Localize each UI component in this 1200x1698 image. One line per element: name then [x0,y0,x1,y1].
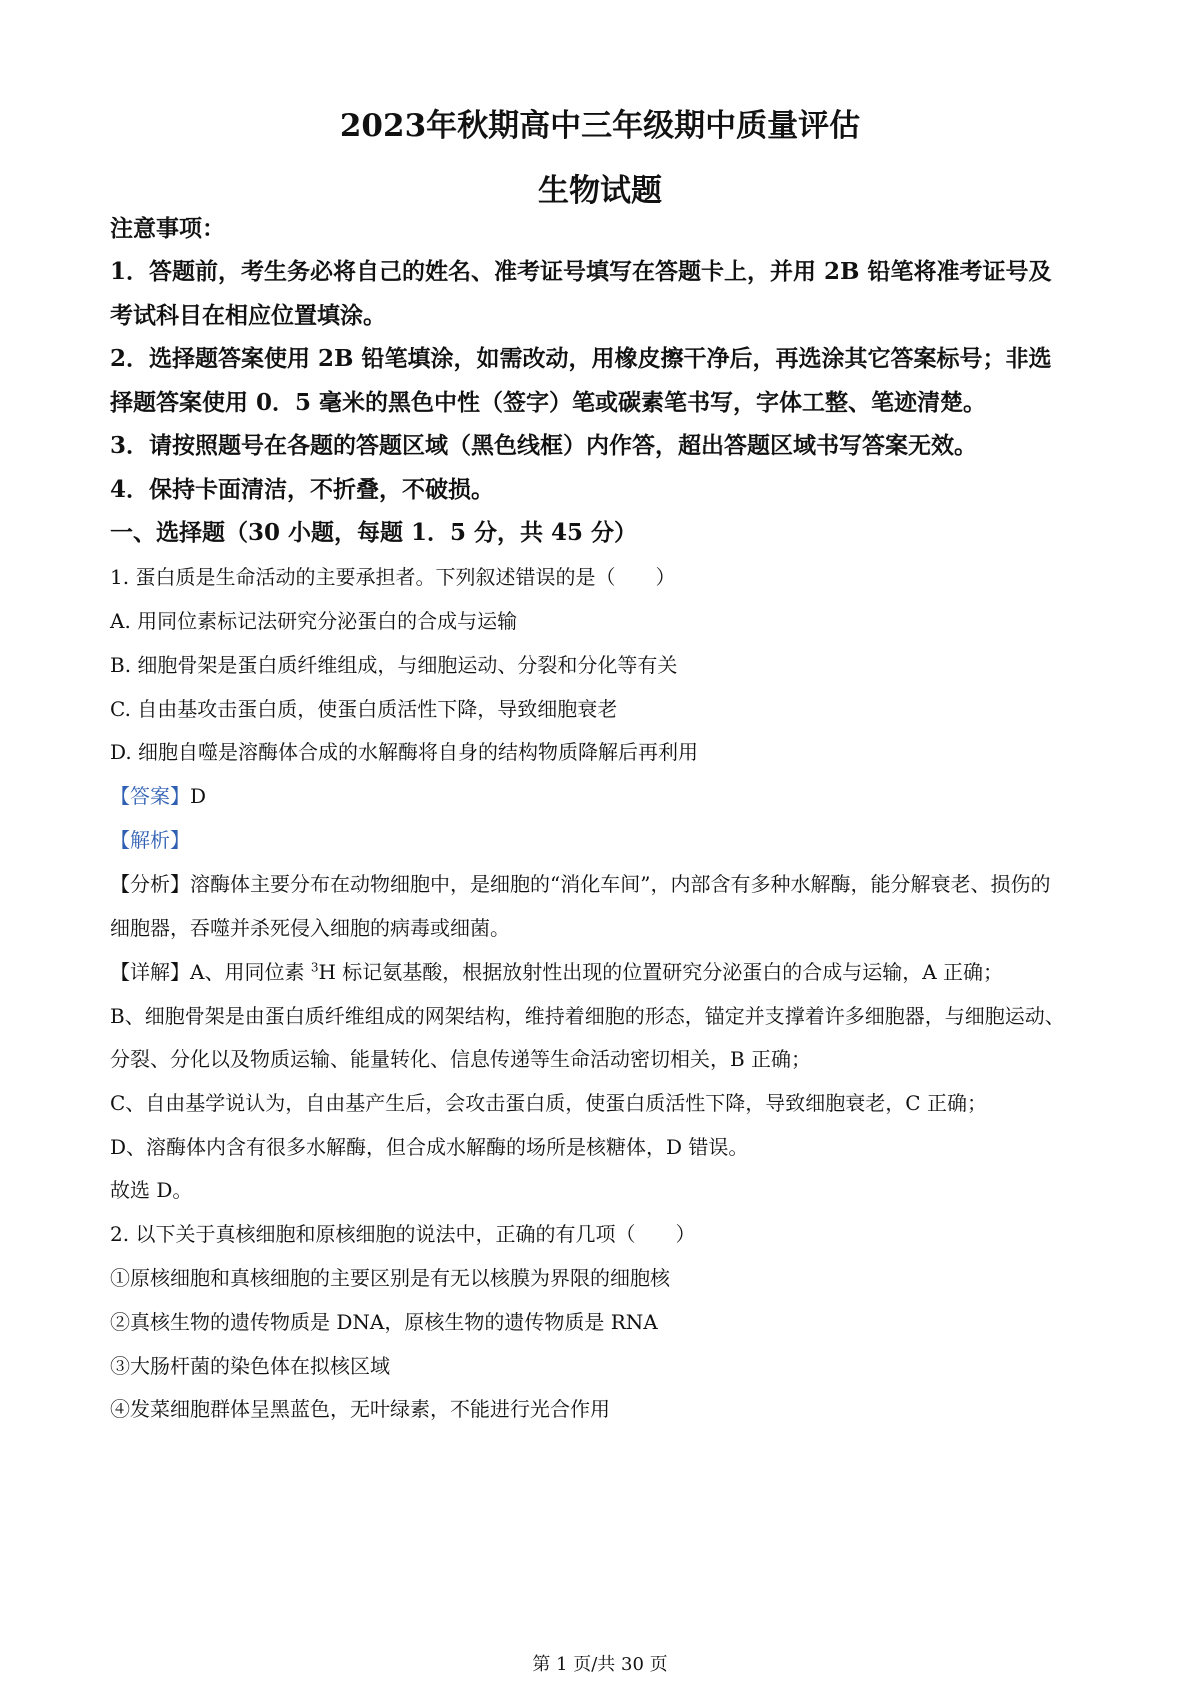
detail-a-prefix: A、用同位素 [190,960,311,984]
question-2-statement-2: ②真核生物的遗传物质是 DNA，原核生物的遗传物质是 RNA [110,1310,658,1334]
detail-line-a [110,956,1100,985]
question-2-statement-4: ④发菜细胞群体呈黑蓝色，无叶绿素，不能进行光合作用 [110,1397,610,1421]
question-1-option-b: B. 细胞骨架是蛋白质纤维组成，与细胞运动、分裂和分化等有关 [110,653,678,677]
notice-line: 3．请按照题号在各题的答题区域（黑色线框）内作答，超出答题区域书写答案无效。 [110,432,978,459]
question-1-option-a: A. 用同位素标记法研究分泌蛋白的合成与运输 [110,609,518,633]
question-2-stem: 2. 以下关于真核细胞和原核细胞的说法中，正确的有几项（ ） [110,1222,696,1246]
section-heading: 一、选择题（30 小题，每题 1．5 分，共 45 分） [110,519,638,546]
document-title: 2023年秋期高中三年级期中质量评估 [339,108,861,144]
page-footer: 第 1 页/共 30 页 [532,1654,668,1675]
notice-heading: 注意事项： [110,215,225,242]
fenxi-label: 【分析】 [110,872,190,896]
fenxi-line [110,868,1100,897]
notice-line: 4．保持卡面清洁，不折叠，不破损。 [110,476,495,503]
detail-a-rest: H 标记氨基酸，根据放射性出现的位置研究分泌蛋白的合成与运输，A 正确； [318,960,1004,984]
detail-line-b2: 分裂、分化以及物质运输、能量转化、信息传递等生命活动密切相关，B 正确； [110,1047,812,1071]
notice-line: 1．答题前，考生务必将自己的姓名、准考证号填写在答题卡上，并用 2B 铅笔将准考证号及 [110,258,1052,285]
notice-line: 考试科目在相应位置填涂。 [110,302,386,329]
conclusion-line: 故选 D。 [110,1178,193,1202]
question-1-option-d: D. 细胞自噬是溶酶体合成的水解酶将自身的结构物质降解后再利用 [110,740,699,764]
question-2-statement-1: ①原核细胞和真核细胞的主要区别是有无以核膜为界限的细胞核 [110,1266,670,1290]
question-2-statement-3: ③大肠杆菌的染色体在拟核区域 [110,1354,390,1378]
notice-line: 择题答案使用 0．5 毫米的黑色中性（签字）笔或碳素笔书写，字体工整、笔迹清楚。 [110,389,987,416]
answer-line [110,780,1100,809]
detail-line-c: C、自由基学说认为，自由基产生后，会攻击蛋白质，使蛋白质活性下降，导致细胞衰老，C 正确； [110,1091,987,1115]
answer-value: D [190,784,207,808]
isotope-superscript: 3 [310,960,319,975]
detail-label: 【详解】 [110,960,190,984]
detail-line-d: D、溶酶体内含有很多水解酶，但合成水解酶的场所是核糖体，D 错误。 [110,1135,749,1159]
analysis-label: 【解析】 [110,828,190,852]
question-1-option-c: C. 自由基攻击蛋白质，使蛋白质活性下降，导致细胞衰老 [110,697,618,721]
fenxi-text: 溶酶体主要分布在动物细胞中，是细胞的“消化车间”，内部含有多种水解酶，能分解衰老、损伤的 [190,872,1051,896]
document-subtitle: 生物试题 [538,173,662,209]
detail-line-b1: B、细胞骨架是由蛋白质纤维组成的网架结构，维持着细胞的形态，锚定并支撑着许多细胞器，与细胞运动、 [110,1004,1065,1028]
answer-label: 【答案】 [110,784,190,808]
fenxi-line-2: 细胞器，吞噬并杀死侵入细胞的病毒或细菌。 [110,916,510,940]
question-1-stem: 1. 蛋白质是生命活动的主要承担者。下列叙述错误的是（ ） [110,565,676,589]
notice-line: 2．选择题答案使用 2B 铅笔填涂，如需改动，用橡皮擦干净后，再选涂其它答案标号；非选 [110,345,1052,372]
